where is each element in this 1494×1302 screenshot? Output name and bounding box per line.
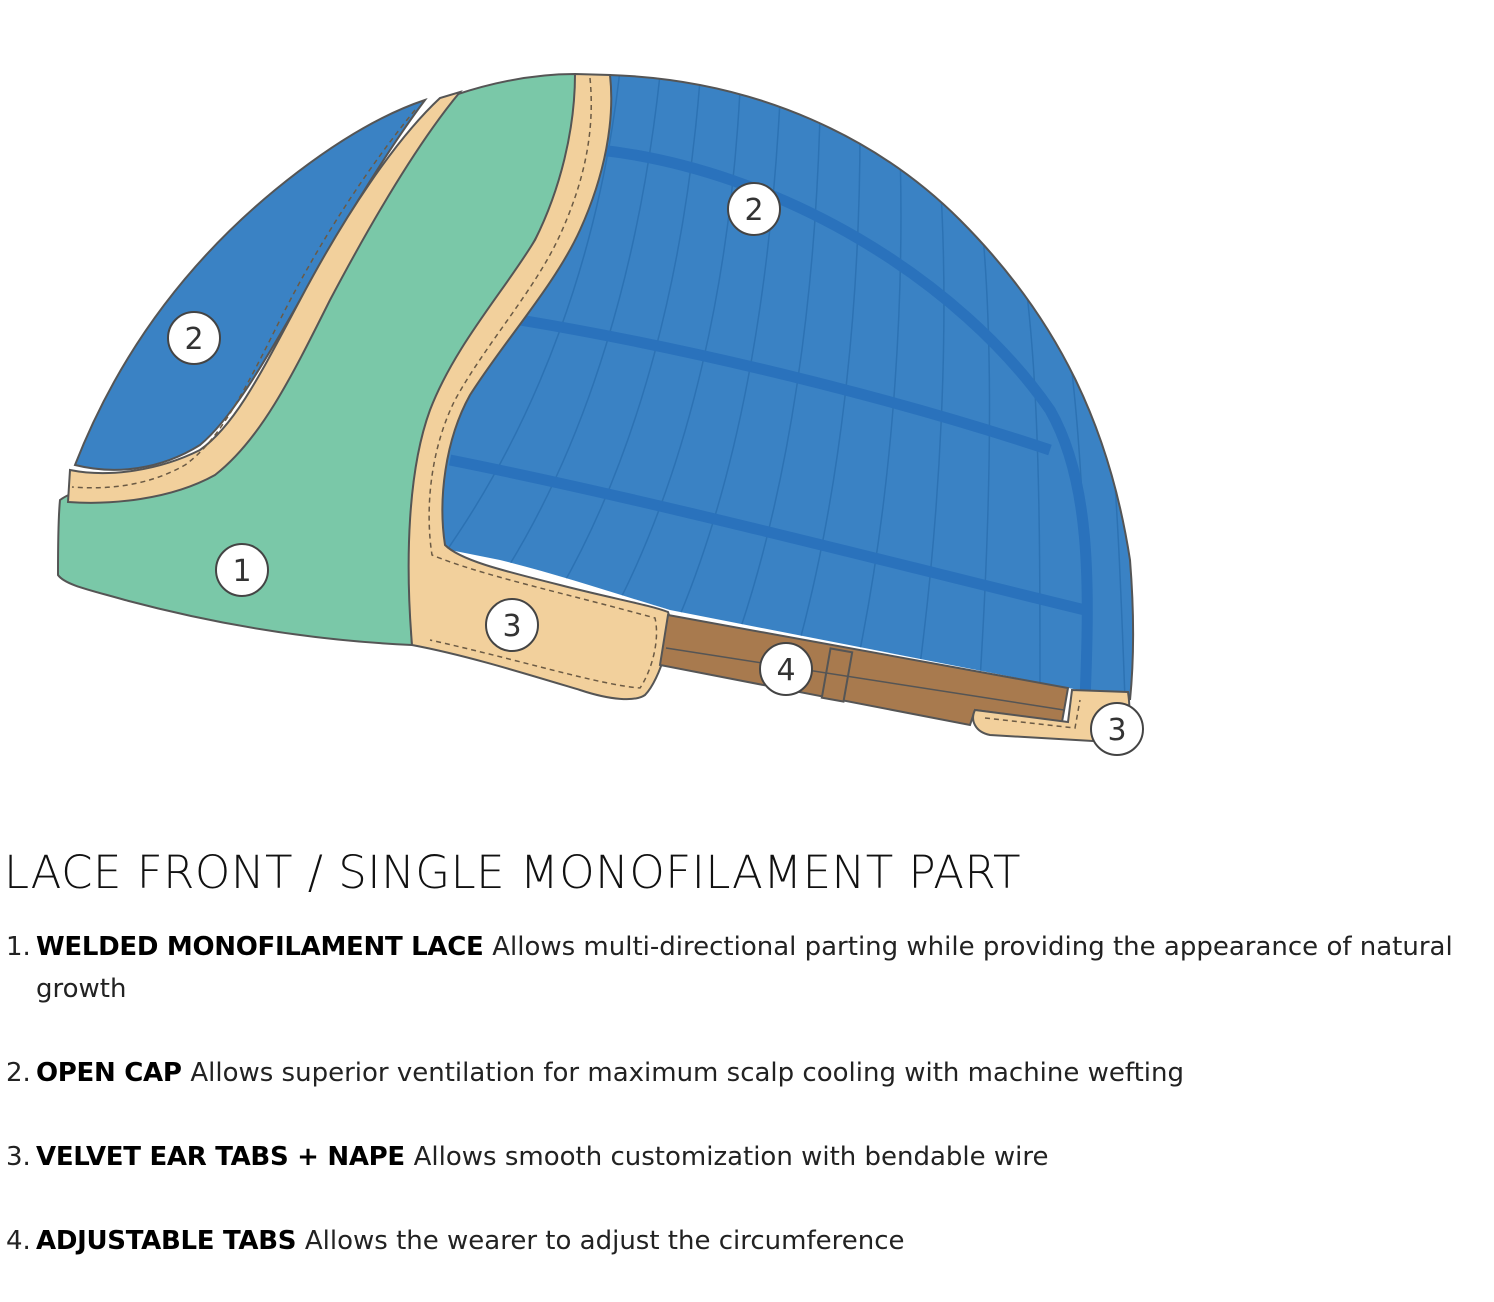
feature-number: 2. — [6, 1058, 31, 1088]
feature-number: 4. — [6, 1226, 31, 1256]
list-item — [6, 1052, 1486, 1094]
list-item — [6, 926, 1486, 1010]
callout-ear-tab — [486, 599, 538, 651]
svg-text:4: 4 — [776, 653, 796, 688]
list-item — [6, 1220, 1486, 1262]
feature-description: Allows the wearer to adjust the circumference — [304, 1226, 905, 1256]
callout-open-cap-front — [168, 312, 220, 364]
callout-adjustable-tab — [760, 643, 812, 695]
feature-description: Allows superior ventilation for maximum scalp cooling with machine wefting — [190, 1058, 1184, 1088]
callout-open-cap-top — [728, 183, 780, 235]
feature-name: ADJUSTABLE TABS — [36, 1226, 305, 1256]
svg-text:2: 2 — [744, 193, 764, 228]
feature-list — [6, 926, 1486, 1262]
callout-lace-front — [216, 544, 268, 596]
svg-text:3: 3 — [502, 609, 522, 644]
page-title: LACE FRONT / SINGLE MONOFILAMENT PART — [4, 846, 1022, 899]
feature-description: Allows multi-directional parting while providing the appearance of natural growth — [36, 932, 1453, 1004]
callout-nape — [1091, 703, 1143, 755]
svg-text:3: 3 — [1107, 713, 1127, 748]
feature-name: VELVET EAR TABS + NAPE — [36, 1142, 414, 1172]
svg-text:2: 2 — [184, 322, 204, 357]
feature-name: OPEN CAP — [36, 1058, 191, 1088]
feature-description: Allows smooth customization with bendable wire — [413, 1142, 1049, 1172]
feature-number: 3. — [6, 1142, 31, 1172]
svg-text:1: 1 — [232, 554, 252, 589]
feature-name: WELDED MONOFILAMENT LACE — [36, 932, 493, 962]
list-item — [6, 1136, 1486, 1178]
feature-number: 1. — [6, 932, 31, 962]
